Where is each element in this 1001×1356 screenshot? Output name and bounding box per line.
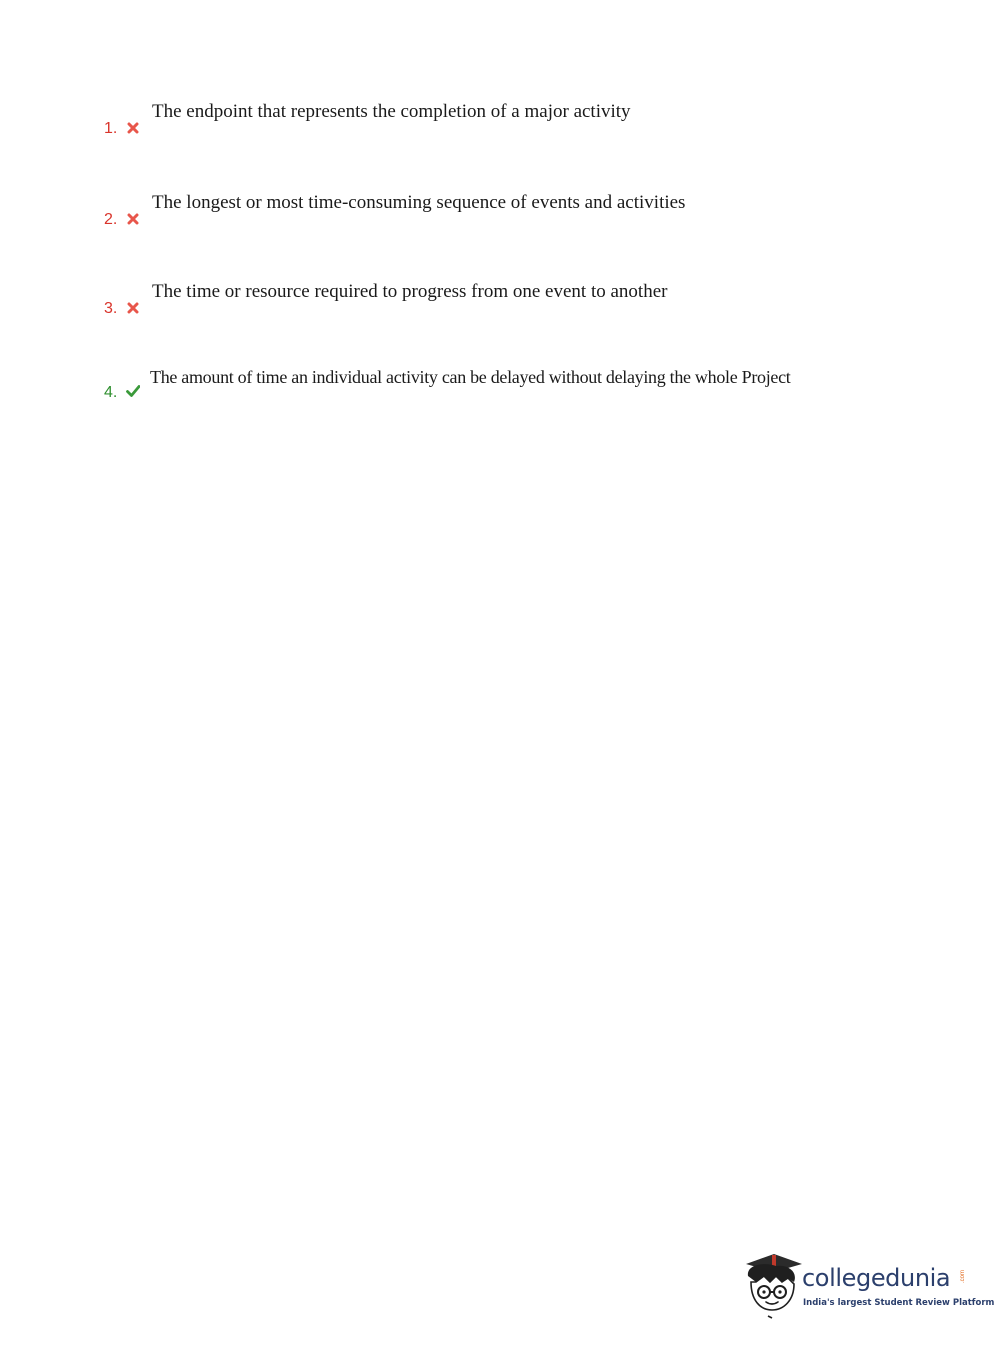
option-text: The longest or most time-consuming sequence of events and activities [152, 192, 686, 213]
option-text: The amount of time an individual activity can be delayed without delaying the whole Project [150, 367, 791, 387]
check-icon [126, 384, 140, 398]
answer-option [104, 192, 804, 252]
option-number: 3. [104, 300, 118, 317]
cross-icon [126, 301, 140, 315]
option-number: 2. [104, 211, 118, 228]
option-text: The endpoint that represents the completion of a major activity [152, 101, 631, 122]
cross-icon [126, 212, 140, 226]
brand-domain-suffix: .com [960, 1270, 966, 1284]
answer-option [104, 101, 804, 161]
option-text: The time or resource required to progress from one event to another [152, 281, 668, 302]
option-number: 4. [104, 384, 118, 401]
answer-option [104, 367, 804, 427]
brand-name: collegedunia [802, 1264, 951, 1292]
option-number: 1. [104, 120, 118, 137]
collegedunia-watermark-logo [742, 1250, 995, 1322]
cross-icon [126, 121, 140, 135]
answer-option [104, 281, 804, 341]
brand-tagline: India's largest Student Review Platform [803, 1298, 995, 1308]
mascot-icon [742, 1250, 804, 1320]
